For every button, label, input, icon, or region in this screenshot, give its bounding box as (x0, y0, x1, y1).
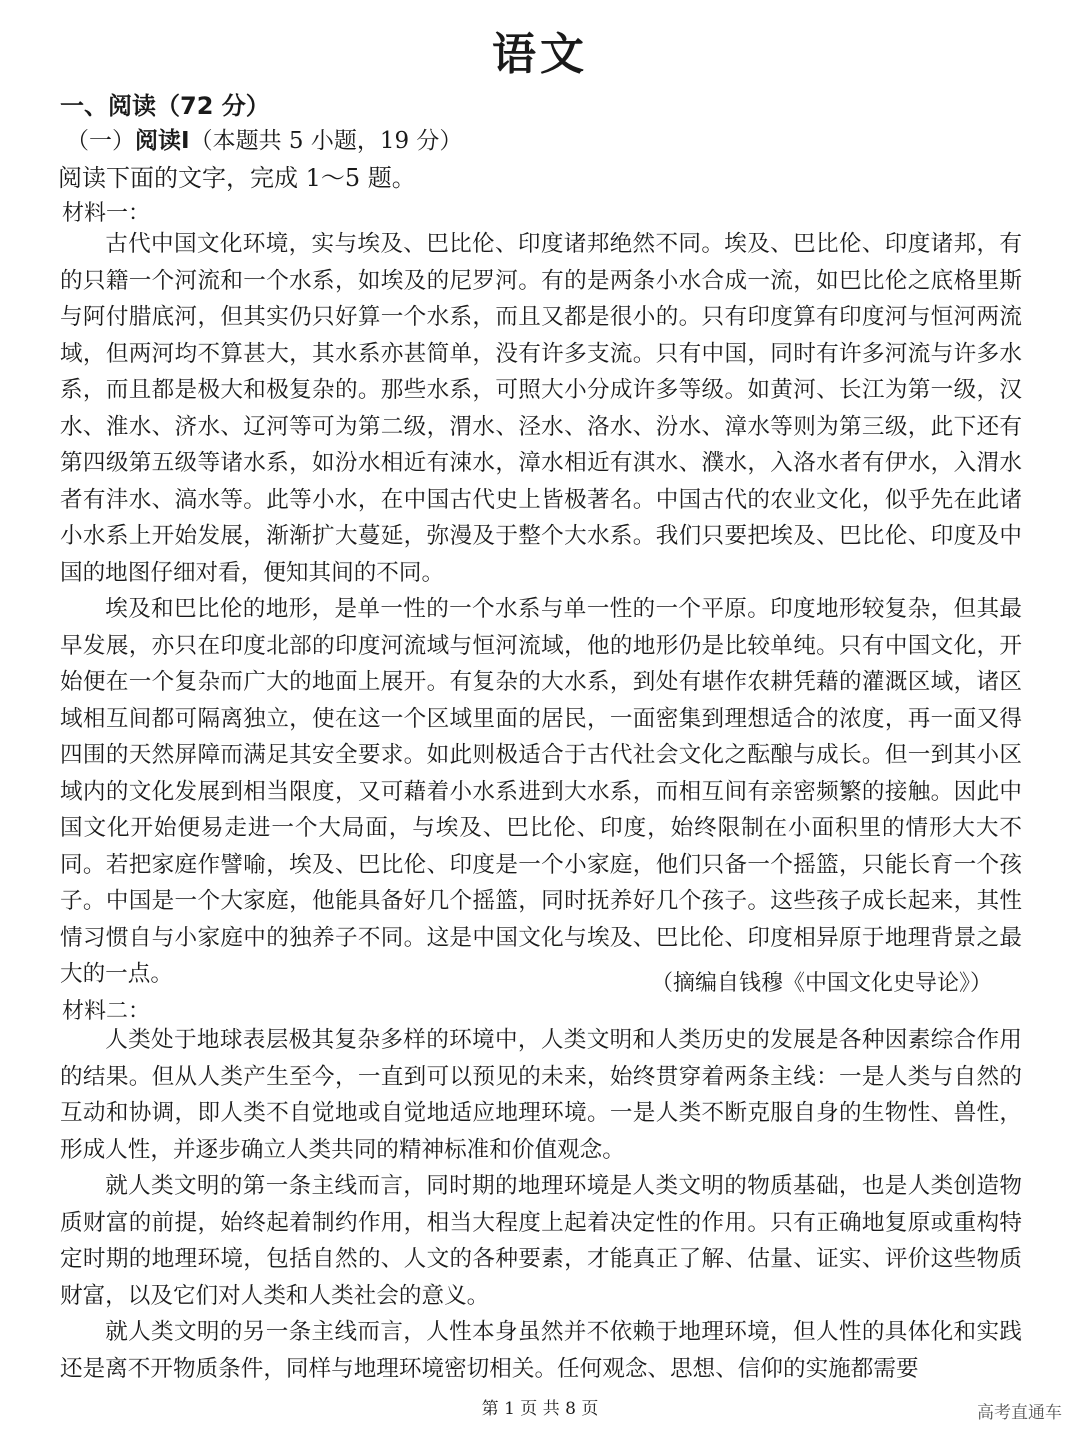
material2-paragraph-3: 就人类文明的另一条主线而言，人性本身虽然并不依赖于地理环境，但人性的具体化和实践还是离不开物质条件，同样与地理环境密切相关。任何观念、思想、信仰的实施都需要 (60, 1319, 1022, 1382)
page-title: 语文 (492, 29, 588, 80)
material1-label: 材料一： (62, 201, 151, 226)
material2-paragraph-2: 就人类文明的第一条主线而言，同时期的地理环境是人类文明的物质基础，也是人类创造物质财富的前提，始终起着制约作用，相当大程度上起着决定性的作用。只有正确地复原或重构特定时期的地理环境，包括自然的、人文的各种要素，才能真正了解、估量、证实、评价这些物质财富，以及它们对人类和人类社会的意义。 (60, 1173, 1022, 1309)
page-number: 第 1 页 共 8 页 (481, 1399, 599, 1419)
subsection-name: 阅读Ⅰ (135, 128, 190, 154)
material2-paragraph-1: 人类处于地球表层极其复杂多样的环境中，人类文明和人类历史的发展是各种因素综合作用的结果。但从人类产生至今，一直到可以预见的未来，始终贯穿着两条主线：一是人类与自然的互动和协调，即人类不自觉地或自觉地适应地理环境。一是人类不断克服自身的生物性、兽性，形成人性，并逐步确立人类共同的精神标准和价值观念。 (60, 1027, 1022, 1163)
material1-source: （摘编自钱穆《中国文化史导论》） (650, 971, 992, 996)
section-heading: 一、阅读（72 分） (60, 92, 270, 120)
instruction: 阅读下面的文字，完成 1～5 题。 (58, 164, 416, 192)
material2-label: 材料二： (62, 999, 151, 1024)
subsection-heading (66, 122, 462, 155)
material1-paragraph-1: 古代中国文化环境，实与埃及、巴比伦、印度诸邦绝然不同。埃及、巴比伦、印度诸邦，有的只籍一个河流和一个水系，如埃及的尼罗河。有的是两条小水合成一流，如巴比伦之底格里斯与阿付腊底河，但其实仍只好算一个水系，而且又都是很小的。只有印度算有印度河与恒河两流域，但两河均不算甚大，其水系亦甚简单，没有许多支流。只有中国，同时有许多河流与许多水系，而且都是极大和极复杂的。那些水系，可照大小分成许多等级。如黄河、长江为第一级，汉水、淮水、济水、辽河等可为第二级，渭水、泾水、洛水、汾水、漳水等则为第三级，此下还有第四级第五级等诸水系，如汾水相近有涑水，漳水相近有淇水、濮水，入洛水者有伊水，入渭水者有沣水、滈水等。此等小水，在中国古代史上皆极著名。中国古代的农业文化，似乎先在此诸小水系上开始发展，渐渐扩大蔓延，弥漫及于整个大水系。我们只要把埃及、巴比伦、印度及中国的地图仔细对看，便知其间的不同。 (60, 231, 1022, 586)
watermark: 高考直通车 (977, 1403, 1062, 1423)
subsection-suffix: （本题共 5 小题，19 分） (189, 128, 463, 154)
material1-paragraph-2: 埃及和巴比伦的地形，是单一性的一个水系与单一性的一个平原。印度地形较复杂，但其最早发展，亦只在印度北部的印度河流域与恒河流域，他的地形仍是比较单纯。只有中国文化，开始便在一个复杂而广大的地面上展开。有复杂的大水系，到处有堪作农耕凭藉的灌溉区域，诸区域相互间都可隔离独立，使在这一个区域里面的居民，一面密集到理想适合的浓度，再一面又得四围的天然屏障而满足其安全要求。如此则极适合于古代社会文化之酝酿与成长。但一到其小区域内的文化发展到相当限度，又可藉着小水系进到大水系，而相互间有亲密频繁的接触。因此中国文化开始便易走进一个大局面，与埃及、巴比伦、印度，始终限制在小面积里的情形大大不同。若把家庭作譬喻，埃及、巴比伦、印度是一个小家庭，他们只备一个摇篮，只能长育一个孩子。中国是一个大家庭，他能具备好几个摇篮，同时抚养好几个孩子。这些孩子成长起来，其性情习惯自与小家庭中的独养子不同。这是中国文化与埃及、巴比伦、印度相异原于地理背景之最大的一点。 (60, 596, 1022, 987)
subsection-prefix: （一） (66, 128, 135, 154)
